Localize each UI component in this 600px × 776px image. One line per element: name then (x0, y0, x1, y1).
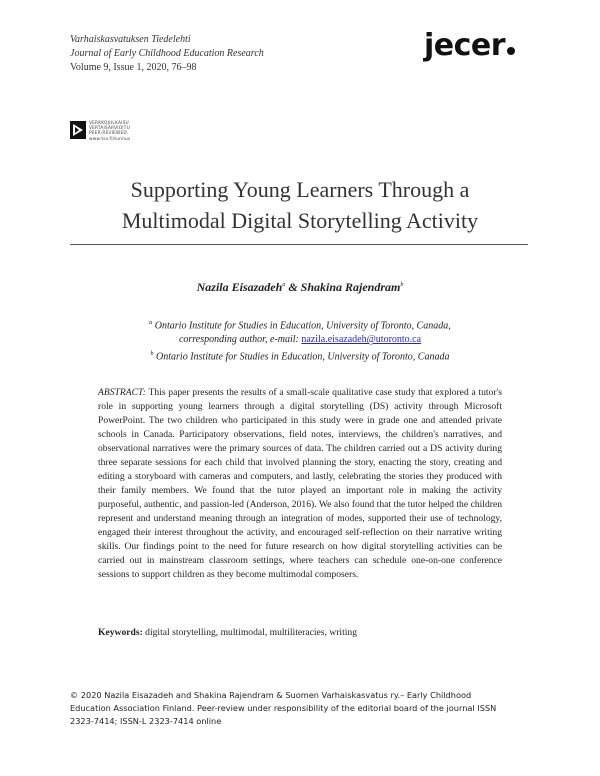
title-divider (70, 244, 528, 245)
affiliation-a-contact (0, 333, 600, 347)
author-name: Shakina Rajendram (300, 280, 401, 294)
badge-line: www.tsv.fi/tunnus (89, 136, 131, 142)
journal-name-fi: Varhaiskasvatuksen Tiedelehti (70, 34, 191, 45)
affiliations (0, 316, 600, 365)
paper-title (0, 174, 600, 236)
logo-dot-icon (507, 47, 515, 55)
badge-line: VERKKOJULKAISU (89, 121, 129, 126)
author-separator: & (285, 280, 301, 294)
logo-text: jecer (424, 28, 506, 63)
abstract (98, 386, 502, 582)
affiliation-a (0, 316, 600, 333)
affiliation-text: Ontario Institute for Studies in Education, University of Toronto, Canada (156, 351, 450, 363)
author-name: Nazila Eisazadeh (196, 280, 283, 294)
keywords-label: Keywords: (98, 627, 143, 638)
footer-line: 2323-7414; ISSN-L 2323-7414 online (70, 716, 222, 726)
footer-line: © 2020 Nazila Eisazadeh and Shakina Rajendram & Suomen Varhaiskasvatus ry.– Early Childhood (70, 690, 472, 700)
keywords (98, 626, 502, 640)
peer-review-mark-icon (70, 121, 86, 139)
footer-line: Education Association Finland. Peer-review under responsibility of the editorial board of the journal ISSN (70, 703, 497, 713)
email-link[interactable]: nazila.eisazadeh@utoronto.ca (301, 334, 422, 346)
abstract-label: ABSTRACT: (98, 387, 146, 398)
peer-review-badge (70, 121, 130, 142)
peer-review-text (89, 121, 130, 142)
title-line: Supporting Young Learners Through a (130, 177, 470, 202)
copyright-footer (70, 689, 530, 728)
badge-line: PEER-REVIEWED (89, 131, 127, 137)
affiliation-sup: a (149, 320, 153, 326)
journal-name-en: Journal of Early Childhood Education Research (70, 48, 264, 59)
author-sup: a (282, 282, 286, 288)
contact-label: corresponding author, e-mail: (178, 334, 302, 346)
abstract-text: This paper presents the results of a small-scale qualitative case study that explored a tutor's role in supporting young learners through a digital storytelling (DS) activity through Microsoft PowerPoint. The two children who participated in this study were in grade one and attended private schools in Canada. Participatory observations, field notes, interviews, the children's narratives, and observational narratives were the primary sources of data. The children carried out a DS activity during three separate sessions for each child that involved planning the story, enacting the story, creating and editing a storyboard with cameras and computers, and lastly, celebrating the stories they produced with their family members. We found that the tutor played an important role in making the activity purposeful, authentic, and passion-led (Anderson, 2016). We also found that the tutor helped the children represent and understand meaning through an integration of modes, supported their use of technology, engaged their interest throughout the activity, and encouraged self-reflection on their narrative writing skills. Our findings point to the need for future research on how digital storytelling activities can be carried out in mainstream classroom settings, where teachers can schedule one-on-one conference sessions to support children as they become multimodal composers. (98, 387, 502, 580)
title-line: Multimodal Digital Storytelling Activity (121, 208, 479, 233)
journal-header (70, 33, 264, 75)
jecer-logo (424, 28, 515, 63)
affiliation-sup: b (150, 351, 154, 358)
author-sup: b (400, 282, 404, 288)
badge-line: VERTAISARVIOITU (89, 126, 130, 132)
affiliation-b (0, 347, 600, 364)
author-line (0, 280, 600, 295)
volume-info: Volume 9, Issue 1, 2020, 76–98 (70, 62, 197, 73)
keywords-text: digital storytelling, multimodal, multiliteracies, writing (145, 627, 358, 638)
affiliation-text: Ontario Institute for Studies in Education, University of Toronto, Canada, (154, 320, 451, 332)
